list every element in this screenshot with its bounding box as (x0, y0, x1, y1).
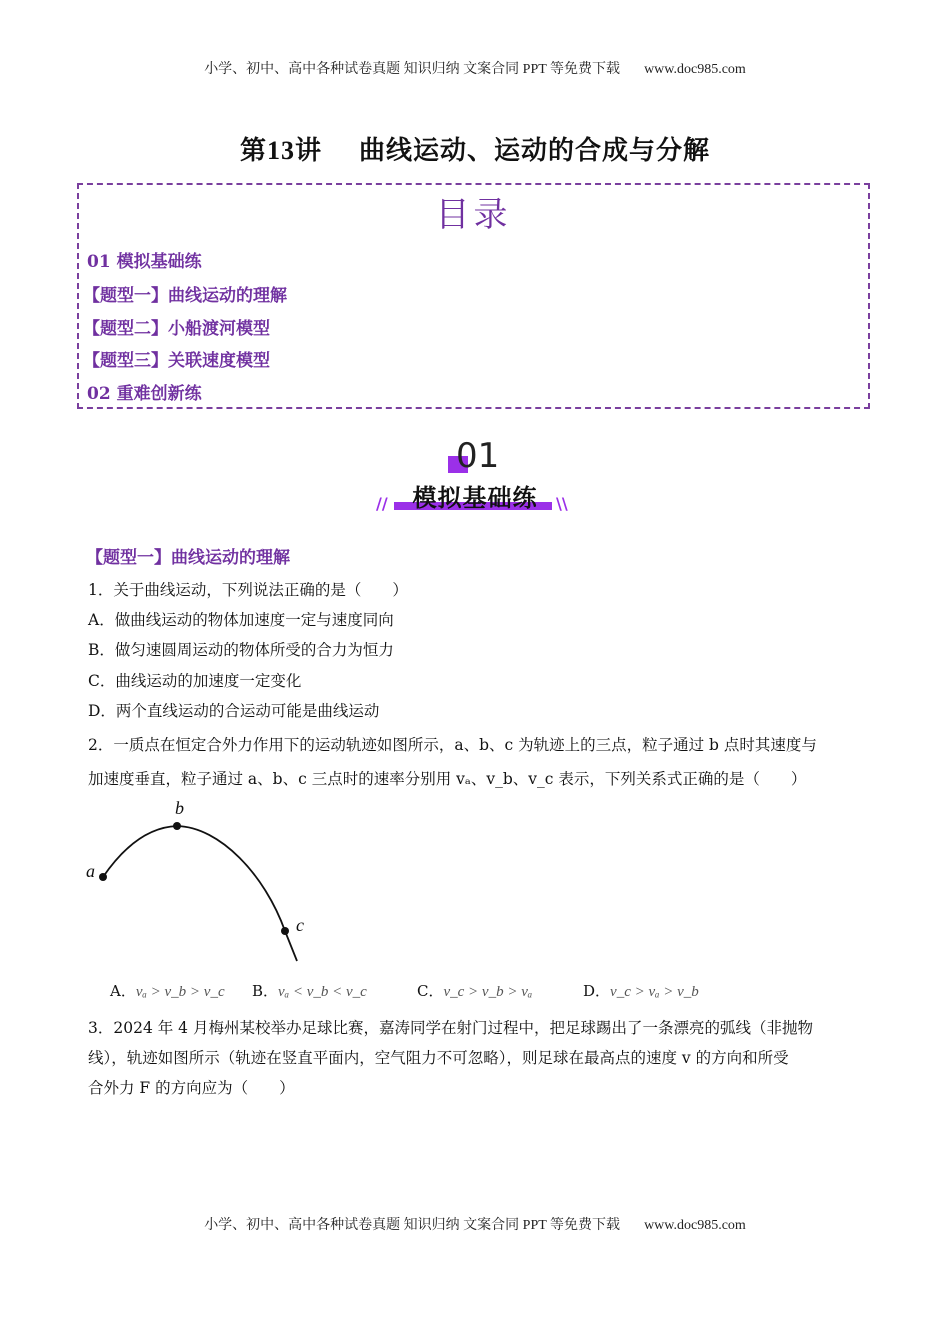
point-c-label: c (296, 915, 304, 935)
q1-option-a: A．做曲线运动的物体加速度一定与速度同向 (88, 611, 394, 629)
section-label: 模拟基础练 (412, 484, 538, 512)
point-b-label: b (175, 798, 184, 818)
q1-option-d: D．两个直线运动的合运动可能是曲线运动 (88, 702, 380, 720)
header-text: 小学、初中、高中各种试卷真题 知识归纳 文案合同 PPT 等免费下载 (204, 62, 621, 77)
page-title: 第13讲 曲线运动、运动的合成与分解 (239, 136, 711, 166)
toc-item-section-01[interactable]: 01 模拟基础练 (87, 252, 202, 272)
q3-stem-line1: 3．2024 年 4 月梅州某校举办足球比赛，嘉涛同学在射门过程中，把足球踢出了一条漂亮的弧线（非抛物 (88, 1019, 813, 1037)
header-url[interactable]: www.doc985.com (644, 62, 746, 77)
q1-option-c: C．曲线运动的加速度一定变化 (88, 672, 302, 690)
slash-decoration-left: // (376, 494, 388, 513)
toc-item-type-1[interactable]: 【题型一】曲线运动的理解 (83, 286, 287, 306)
section-badge (370, 436, 580, 520)
q2-option-b: B．vₐ < v_b < v_c (252, 982, 367, 1000)
section-number: 01 (456, 436, 500, 476)
q1-stem: 1．关于曲线运动，下列说法正确的是（ ） (88, 581, 408, 599)
point-a-label: a (86, 861, 95, 881)
q1-option-b: B．做匀速圆周运动的物体所受的合力为恒力 (88, 641, 394, 659)
trajectory-figure (80, 795, 340, 975)
q3-stem-line3: 合外力 F 的方向应为（ ） (88, 1079, 295, 1097)
question-type-heading: 【题型一】曲线运动的理解 (86, 548, 290, 568)
slash-decoration-right: \\ (556, 494, 568, 513)
toc-title: 目录 (435, 195, 512, 235)
footer-text: 小学、初中、高中各种试卷真题 知识归纳 文案合同 PPT 等免费下载 (204, 1218, 621, 1233)
toc-item-type-3[interactable]: 【题型三】关联速度模型 (83, 351, 270, 371)
q2-stem-line2: 加速度垂直，粒子通过 a、b、c 三点时的速率分别用 vₐ、v_b、v_c 表示，下列关系式正确的是（ ） (88, 770, 807, 788)
toc-item-section-02[interactable]: 02 重难创新练 (87, 384, 202, 404)
q3-stem-line2: 线），轨迹如图所示（轨迹在竖直平面内，空气阻力不可忽略），则足球在最高点的速度 v 的方向和所受 (88, 1049, 789, 1067)
trajectory-curve-icon (80, 795, 340, 975)
page-footer (0, 1214, 950, 1234)
q2-stem-line1: 2．一质点在恒定合外力作用下的运动轨迹如图所示，a、b、c 为轨迹上的三点，粒子通过 b 点时其速度与 (88, 736, 817, 754)
page-header (0, 58, 950, 78)
q2-option-a: A．vₐ > v_b > v_c (110, 982, 225, 1000)
toc-item-type-2[interactable]: 【题型二】小船渡河模型 (83, 319, 270, 339)
table-of-contents (77, 183, 870, 409)
footer-url[interactable]: www.doc985.com (644, 1218, 746, 1233)
q2-option-d: D．v_c > vₐ > v_b (583, 982, 699, 1000)
q2-option-c: C．v_c > v_b > vₐ (417, 982, 533, 1000)
